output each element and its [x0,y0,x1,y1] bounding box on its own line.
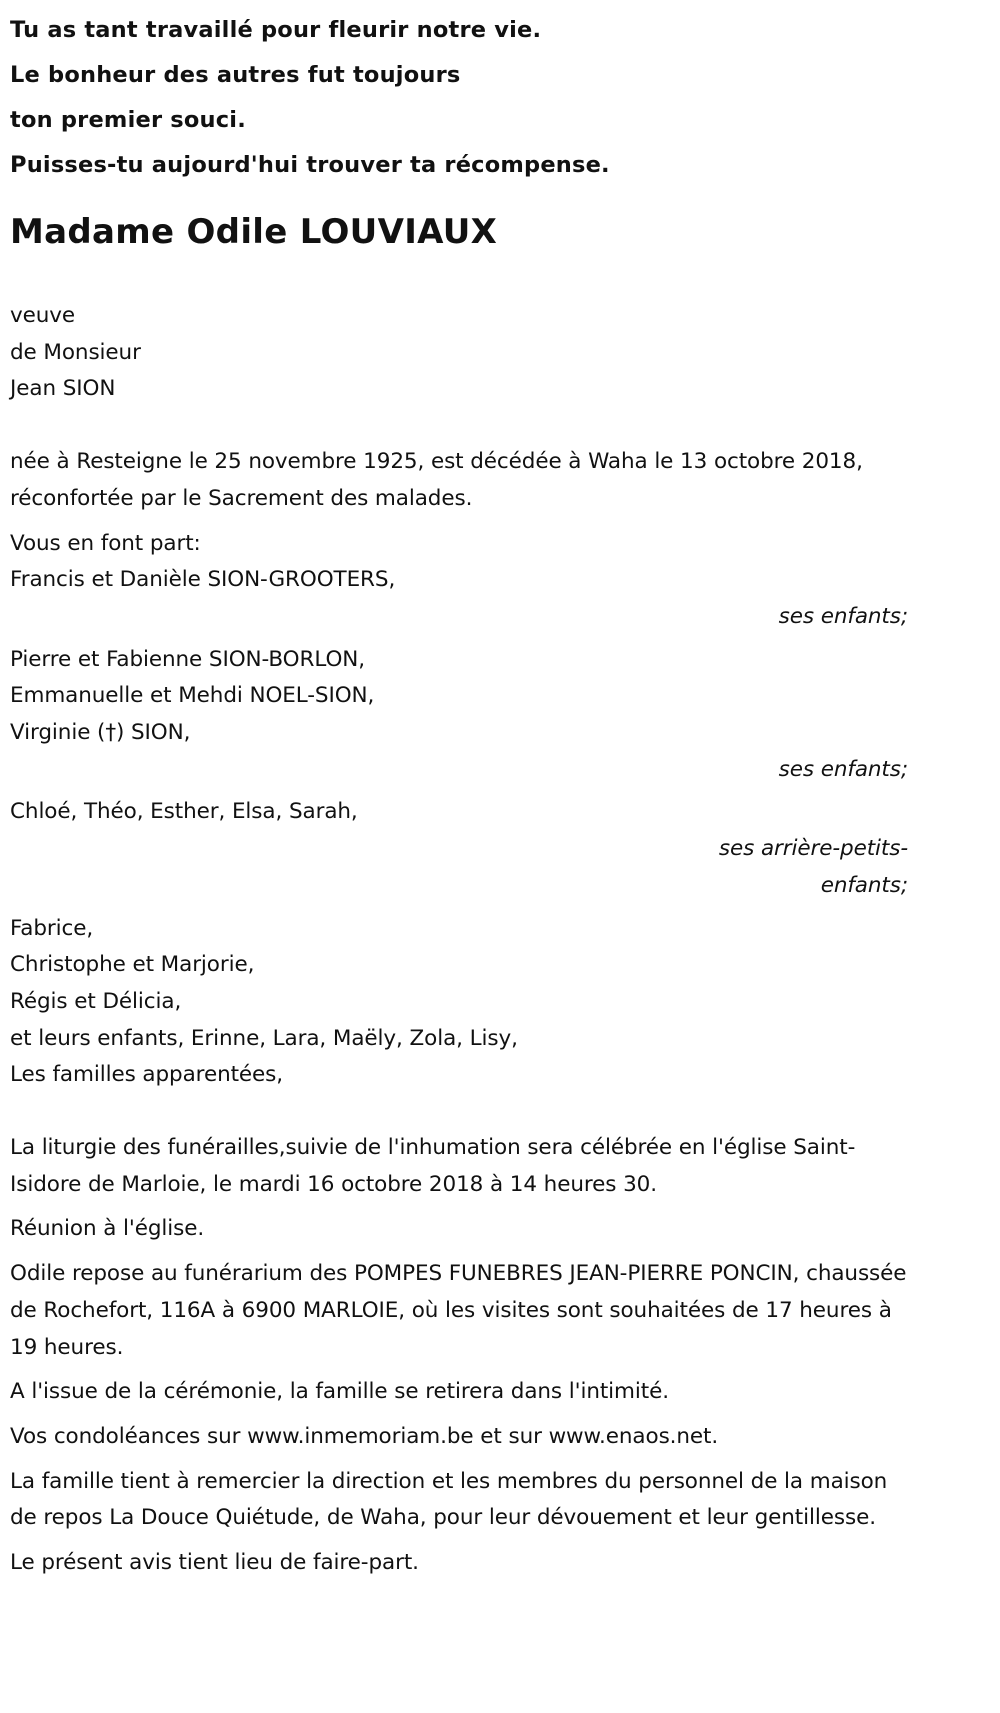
widow-of [10,298,908,408]
notice-body [10,298,908,1582]
poem-line: Puisses-tu aujourd'hui trouver ta récompense. [10,152,610,178]
family-names: Christophe et Marjorie, [10,952,255,978]
obituary-notice [10,0,908,1582]
family-intro: Vous en font part: [10,530,201,556]
relation-label: ses enfants; [778,756,908,782]
family-names: Fabrice, [10,915,94,941]
intimacy-info: A l'issue de la cérémonie, la famille se retirera dans l'intimité. [10,1379,669,1405]
meeting-info: Réunion à l'église. [10,1216,205,1242]
widow-line: Jean SION [10,376,116,402]
notice-info: Le présent avis tient lieu de faire-part. [10,1550,419,1576]
deceased-name: Madame Odile LOUVIAUX [10,212,498,252]
liturgy-info: La liturgie des funérailles,suivie de l'inhumation sera célébrée en l'église Saint-Isidore de Marloie, le mardi 16 octobre 2018 à 14 heures 30. [10,1135,856,1197]
condolences-info: Vos condoléances sur www.inmemoriam.be et sur www.enaos.net. [10,1423,719,1449]
poem-line: ton premier souci. [10,107,246,133]
birth-death-info: née à Resteigne le 25 novembre 1925, est décédée à Waha le 13 octobre 2018, réconfortée par le Sacrement des malades. [10,449,863,511]
thanks-info: La famille tient à remercier la direction et les membres du personnel de la maison de repos La Douce Quiétude, de Waha, pour leur dévouement et leur gentillesse. [10,1468,888,1531]
family-announcement [10,526,908,1095]
poem-line: Le bonheur des autres fut toujours [10,62,461,88]
family-names: Chloé, Théo, Esther, Elsa, Sarah, [10,799,358,825]
family-group [10,562,908,635]
poem-line: Tu as tant travaillé pour fleurir notre vie. [10,17,542,43]
family-names: Francis et Danièle SION-GROOTERS, [10,567,396,593]
family-names: Régis et Délicia, [10,988,182,1014]
other-family [10,911,908,1095]
family-group [10,642,908,789]
family-names: et leurs enfants, Erinne, Lara, Maëly, Zola, Lisy, [10,1025,518,1051]
family-names: Emmanuelle et Mehdi NOEL-SION, [10,683,375,709]
widow-line: de Monsieur [10,339,141,365]
family-names: Pierre et Fabienne SION-BORLON, [10,646,365,672]
family-names: Virginie (†) SION, [10,720,191,746]
relation-label: ses arrière-petits-enfants; [718,836,908,898]
widow-line: veuve [10,303,76,328]
funerarium-info: Odile repose au funérarium des POMPES FUNEBRES JEAN-PIERRE PONCIN, chaussée de Rochefort, 116A à 6900 MARLOIE, où les visites sont souhaitées de 17 heures à 19 heures. [10,1261,907,1360]
family-group [10,794,908,904]
poem [10,8,908,188]
relation-label: ses enfants; [778,603,908,629]
family-names: Les familles apparentées, [10,1062,284,1088]
